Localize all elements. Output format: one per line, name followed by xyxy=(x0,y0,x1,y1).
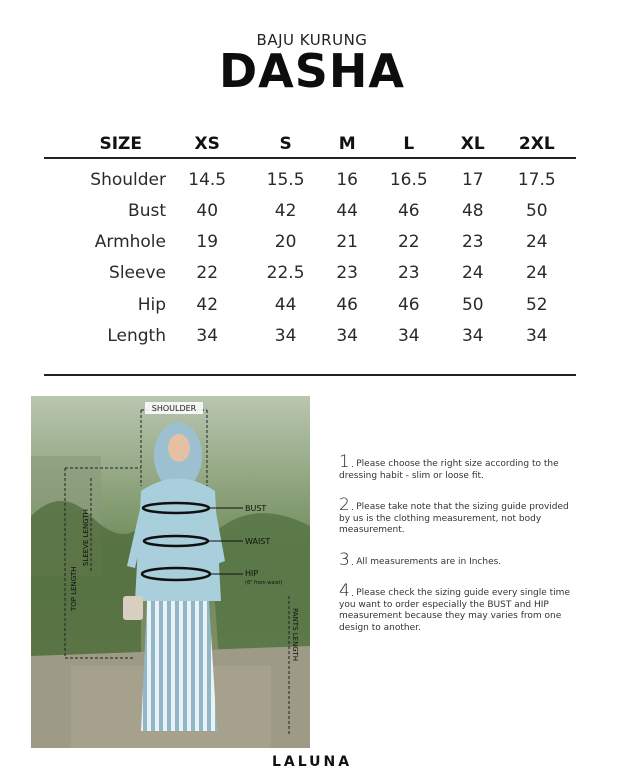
table-cell: 44 xyxy=(274,294,297,315)
size-header-cell: 2XL xyxy=(498,130,576,158)
table-row xyxy=(44,289,576,320)
row-label: Shoulder xyxy=(90,170,166,190)
measurement-illustration xyxy=(31,396,310,748)
row-label: Bust xyxy=(128,200,166,221)
table-cell: 16 xyxy=(336,170,358,190)
note-text: Please check the sizing guide every single time you want to order especially the BUST and HIP measurement because they may varies from one design to another. xyxy=(339,588,570,633)
table-cell: 34 xyxy=(274,325,297,346)
table-cell: 23 xyxy=(461,231,484,252)
size-header-cell: XL xyxy=(448,130,498,158)
note-number: 1. xyxy=(339,452,356,472)
hip-label: HIP xyxy=(245,569,259,578)
table-cell: 20 xyxy=(274,231,297,252)
table-cell: 17.5 xyxy=(517,170,556,190)
table-cell: 42 xyxy=(274,200,297,221)
table-cell: 24 xyxy=(461,263,484,284)
note-number: 3. xyxy=(339,549,356,570)
table-cell: 34 xyxy=(336,325,358,346)
waist-label: WAIST xyxy=(245,537,271,546)
size-column-header: SIZE xyxy=(44,130,168,158)
table-cell: 23 xyxy=(397,263,420,284)
table-cell: 22 xyxy=(196,263,219,284)
table-cell: 19 xyxy=(196,231,219,252)
table-cell: 15.5 xyxy=(266,170,305,190)
section-divider xyxy=(44,374,576,376)
table-cell: 34 xyxy=(196,325,219,346)
table-cell: 34 xyxy=(397,325,420,346)
size-header-cell: XS xyxy=(168,130,246,158)
table-row xyxy=(44,195,576,226)
table-row xyxy=(44,258,576,289)
table-cell: 22 xyxy=(397,231,420,252)
note-text: All measurements are in Inches. xyxy=(356,556,502,567)
note-text: Please take note that the sizing guide provided by us is the clothing measurement, not body measurement. xyxy=(339,502,569,535)
product-category: BAJU KURUNG xyxy=(256,31,368,49)
table-cell: 21 xyxy=(336,231,358,252)
model-measurement-photo xyxy=(31,396,310,748)
table-cell: 48 xyxy=(461,200,484,221)
table-cell: 17 xyxy=(461,170,484,190)
table-cell: 34 xyxy=(461,325,484,346)
bust-label: BUST xyxy=(245,504,267,513)
size-chart-table xyxy=(44,130,576,351)
table-row xyxy=(44,320,576,351)
table-cell: 24 xyxy=(525,231,548,252)
pants-length-label: PANTS LENGTH xyxy=(291,608,299,662)
note-item xyxy=(339,581,579,634)
table-cell: 16.5 xyxy=(389,170,428,190)
table-cell: 34 xyxy=(525,325,548,346)
row-label: Length xyxy=(107,325,166,346)
sleeve-length-label: SLEEVE LENGTH xyxy=(82,509,90,566)
product-title: DASHA xyxy=(218,44,405,98)
sizing-notes xyxy=(339,452,579,652)
model-skirt xyxy=(141,601,217,731)
table-cell: 50 xyxy=(461,294,484,315)
note-item xyxy=(339,495,579,537)
table-row xyxy=(44,158,576,195)
model-face xyxy=(168,434,190,462)
size-header-cell: L xyxy=(370,130,448,158)
table-cell: 50 xyxy=(525,200,548,221)
size-header-row xyxy=(44,130,576,158)
table-cell: 42 xyxy=(196,294,219,315)
size-header-cell: M xyxy=(325,130,370,158)
table-cell: 46 xyxy=(397,294,420,315)
model-handbag xyxy=(123,596,143,620)
note-number: 4. xyxy=(339,581,356,601)
note-item xyxy=(339,452,579,482)
row-label: Hip xyxy=(137,294,166,315)
row-label: Armhole xyxy=(94,231,166,252)
note-item xyxy=(339,549,579,570)
shoulder-label: SHOULDER xyxy=(151,404,197,413)
table-cell: 52 xyxy=(525,294,548,315)
row-label: Sleeve xyxy=(109,263,166,284)
table-row xyxy=(44,226,576,257)
table-cell: 46 xyxy=(397,200,420,221)
size-header-cell: S xyxy=(246,130,324,158)
brand-logo: LALUNA xyxy=(271,754,353,770)
hip-note: (6" from waist) xyxy=(245,580,283,586)
table-cell: 44 xyxy=(336,200,358,221)
table-cell: 23 xyxy=(336,263,358,284)
top-length-label: TOP LENGTH xyxy=(70,566,78,611)
table-cell: 22.5 xyxy=(266,263,305,284)
table-cell: 40 xyxy=(196,200,219,221)
table-cell: 46 xyxy=(336,294,358,315)
note-text: Please choose the right size according to the dressing habit - slim or loose fit. xyxy=(339,459,559,481)
note-number: 2. xyxy=(339,495,356,515)
table-cell: 14.5 xyxy=(188,170,227,190)
table-cell: 24 xyxy=(525,263,548,284)
